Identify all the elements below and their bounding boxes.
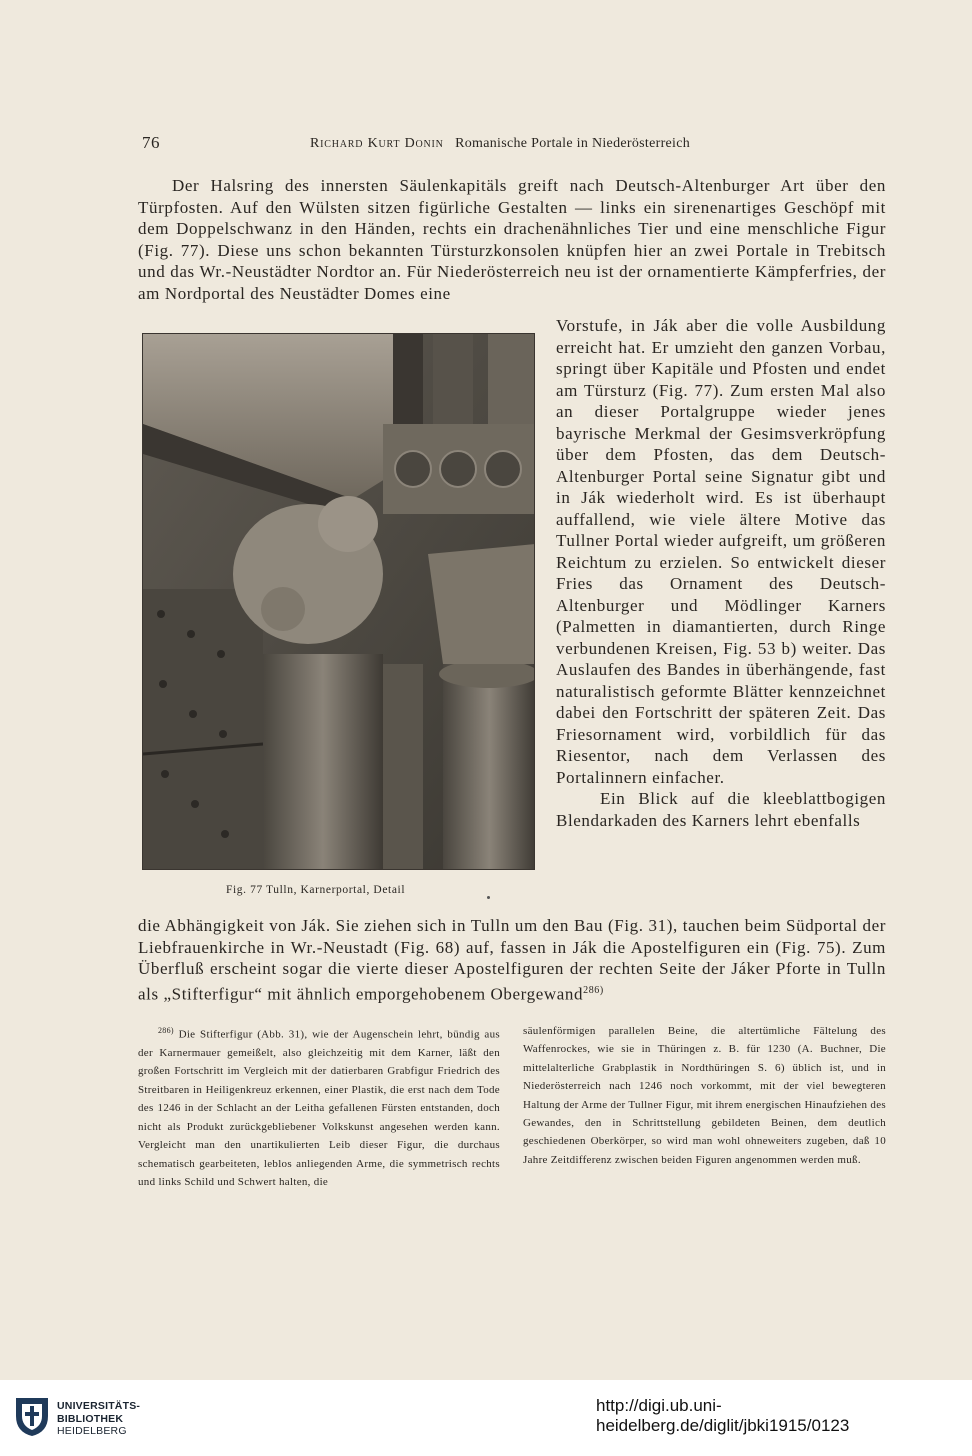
paragraph-1: Der Halsring des innersten Säulenkapitäls greift nach Deutsch-Altenburger Art über den Türpfosten. Auf den Wülsten sitzen figürliche Gestalten — links ein sirenenartiges Geschöpf mit dem Doppelschwanz in den Händen, rechts ein drachenähnliches Tier und eine menschliche Figur (Fig. 77). Diese uns schon bekannten Türsturzkonsolen knüpfen hier an zwei Portale in Trebitsch und das Wr.-Neustädter Nordtor an. Für Niederösterreich neu ist der ornamentierte Kämpferfries, der am Nordportal des Neustädter Domes eine — [138, 176, 886, 303]
paragraph-3 — [138, 915, 886, 1005]
portal-detail-image — [143, 334, 535, 870]
footnote-left — [138, 1022, 500, 1191]
logo-line-3: HEIDELBERG — [57, 1425, 127, 1437]
right-column-paragraph-2: Ein Blick auf die kleeblattbogigen Blendarkaden des Karners lehrt ebenfalls — [556, 789, 886, 830]
running-header — [310, 136, 690, 152]
right-column-paragraph: Vorstufe, in Ják aber die volle Ausbildung erreicht hat. Er umzieht den ganzen Vorbau, springt über Kapitäle und Pfosten und endet am Türsturz (Fig. 77). Zum ersten Mal also an dieser Portalgruppe wieder jenes bayrische Merkmal der Gesimsverkröpfung über dem Pfosten, das dem Deutsch-Altenburger Portal seine Signatur gibt und in Ják wiederholt wird. Es ist überhaupt auffallend, wie viele ältere Motive das Tullner Portal wieder aufgreift, um größeren Reichtum zu erzielen. So entwickelt dieser Fries das Ornament des Deutsch-Altenburger und Mödlinger Karners (Palmetten in diamantierten, durch Ringe verbundenen Kreisen, Fig. 53 b) weiter. Das Auslaufen des Bandes in überhängende, fast naturalistisch geformte Blätter kennzeichnet dabei den Fortschritt der späteren Zeit. Das Friesornament wird, vorbildlich für das Riesentor, nach dem Verlassen des Portalinnern einfacher. — [556, 316, 886, 787]
caption-dot — [487, 896, 490, 899]
page-number: 76 — [142, 133, 160, 152]
footnote-reference[interactable]: 286) — [583, 984, 604, 996]
figure-caption: Fig. 77 Tulln, Karnerportal, Detail — [226, 884, 406, 896]
university-seal-icon[interactable] — [12, 1394, 52, 1438]
source-url-link[interactable]: http://digi.ub.uni-heidelberg.de/diglit/jbki1915/0123 — [596, 1396, 850, 1435]
paragraph-3-text: die Abhängigkeit von Ják. Sie ziehen sich in Tulln um den Bau (Fig. 31), tauchen beim Südportal der Liebfrauenkirche in Wr.-Neustadt (Fig. 68) auf, fassen in Ják die Apostelfiguren ein (Fig. 75). Zum Überfluß erscheint sogar die vierte dieser Apostelfiguren der rechten Seite der Jáker Pforte in Tulln als „Stifterfigur“ mit ähnlich emporgehobenem Obergewand — [138, 916, 886, 1004]
footnote-right: säulenförmigen parallelen Beine, die altertümliche Fältelung des Waffenrockes, wie sie in Thüringen z. B. für 1230 (A. Buchner, Die mittelalterliche Grabplastik in Nordthüringen S. 6) üblich ist, und in Niederösterreich nach 1246 noch vorkommt, mit der viel bewegteren Haltung der Arme der Tullner Figur, mit ihrem energischen Hinaufziehen des Gewandes, den in Schrittstellung gebildeten Beinen, dem deutlich geschiedenen Oberkörper, so wird man wohl ohneweiters zugeben, daß 10 Jahre Zeitdifferenz zwischen beiden Figuren angenommen werden muß. — [523, 1025, 886, 1166]
running-header-author: Richard Kurt Donin — [310, 136, 444, 151]
running-header-title: Romanische Portale in Niederösterreich — [455, 136, 691, 151]
footnote-marker: 286) — [158, 1026, 174, 1035]
figure-77-photo — [142, 333, 535, 870]
logo-line-1: UNIVERSITÄTS- — [57, 1400, 141, 1412]
right-column-text — [556, 315, 886, 831]
logo-line-2: BIBLIOTHEK — [57, 1412, 124, 1425]
library-logo-text[interactable] — [57, 1400, 140, 1438]
footnote-left-text: Die Stifterfigur (Abb. 31), wie der Augenschein lehrt, bündig aus der Karnermauer gemeißelt, also gleichzeitig mit dem Karner, läßt den großen Fortschritt im Vergleich mit der datierbaren Grabfigur Friedrich des Streitbaren in Heiligenkreuz erkennen, einer Plastik, die erst nach dem Tode des 1246 in der Schlacht an der Leitha gefallenen Fürsten entstanden, doch nicht als Produkt zurückgebliebener Volkskunst angesehen werden kann. Vergleicht man den unartikulierten Leib dieser Figur, die durchaus schematisch gearbeiteten, leblos anliegenden Arme, die symmetrisch rechts und links Schild und Schwert halten, die — [138, 1028, 500, 1188]
